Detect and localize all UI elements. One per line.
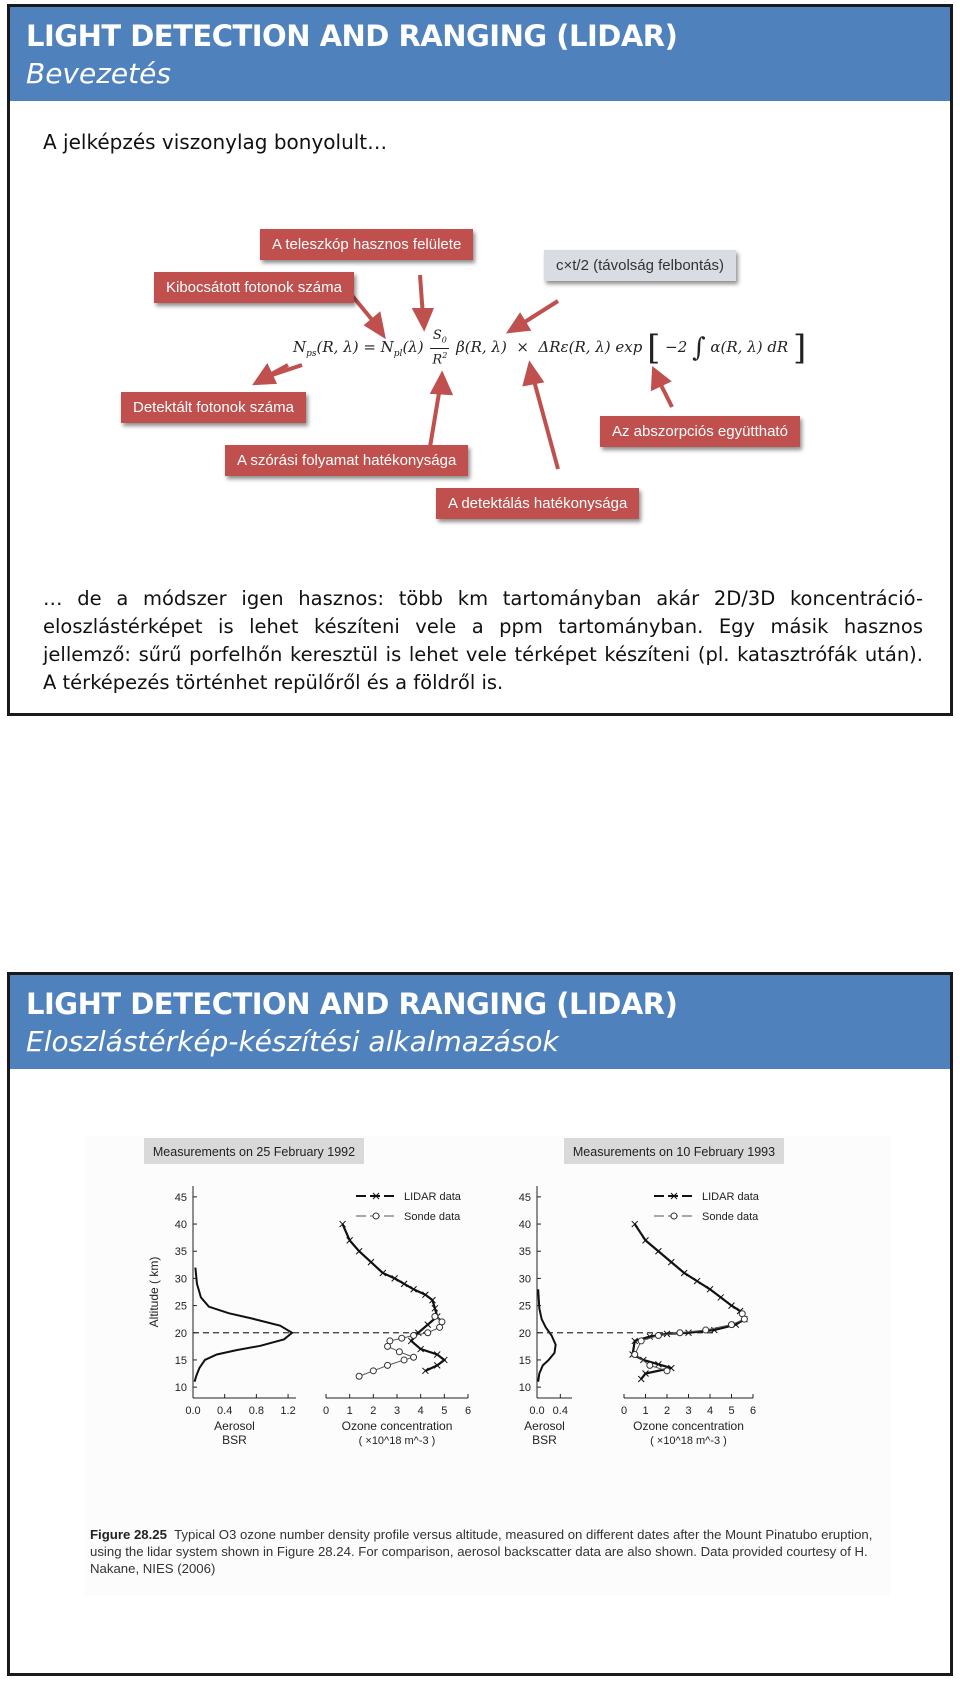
legend-sonde-label: Sonde data <box>702 1211 759 1223</box>
label-range-resolution: c×t/2 (távolság felbontás) <box>544 250 736 281</box>
lidar-point <box>729 1303 735 1309</box>
y-tick-label: 45 <box>518 1191 531 1204</box>
y-tick-label: 25 <box>174 1300 187 1313</box>
y-tick-label: 10 <box>174 1382 187 1395</box>
sonde-point <box>385 1343 391 1349</box>
ozone-x-unit: ( ×10^18 m^-3 ) <box>358 1435 436 1447</box>
lidar-point <box>643 1237 649 1243</box>
sonde-point <box>396 1349 402 1355</box>
sonde-point <box>425 1330 431 1336</box>
ozone-x-tick-label: 0 <box>620 1405 628 1417</box>
sonde-point <box>638 1338 644 1344</box>
sonde-point <box>741 1316 747 1322</box>
aerosol-x-tick-label: 0.4 <box>552 1405 568 1417</box>
y-tick-label: 35 <box>174 1246 187 1259</box>
y-tick-label: 15 <box>174 1354 187 1367</box>
lidar-point <box>441 1357 447 1363</box>
sonde-point <box>399 1335 405 1341</box>
sonde-point <box>401 1357 407 1363</box>
lidar-data-line <box>633 1224 745 1379</box>
sonde-point <box>411 1332 417 1338</box>
sonde-point <box>677 1330 683 1336</box>
sonde-data-line <box>359 1316 442 1376</box>
lidar-point <box>368 1259 374 1265</box>
ozone-x-tick-label: 5 <box>728 1405 735 1417</box>
slide-lidar-intro <box>7 4 953 716</box>
aerosol-x-label: Aerosol <box>524 1419 565 1433</box>
label-detection-efficiency: A detektálás hatékonysága <box>436 488 639 519</box>
intro-text: A jelképzés viszonylag bonyolult… <box>43 130 388 154</box>
aerosol-x-tick-label: 1.2 <box>280 1405 296 1417</box>
lidar-point <box>655 1248 661 1254</box>
ozone-profile-figure <box>84 1136 890 1526</box>
legend-sonde-marker <box>671 1213 677 1219</box>
arrow-detection <box>533 377 558 469</box>
ozone-x-tick-label: 6 <box>464 1405 472 1417</box>
sonde-point <box>437 1324 443 1330</box>
caption-label: Figure 28.25 <box>90 1527 167 1542</box>
chart-title: Measurements on 10 February 1993 <box>572 1145 776 1159</box>
aerosol-x-tick-label: 0.0 <box>529 1405 545 1417</box>
legend-sonde-label: Sonde data <box>404 1211 461 1223</box>
y-tick-label: 15 <box>518 1354 531 1367</box>
sonde-point <box>632 1352 638 1358</box>
aerosol-x-tick-label: 0.0 <box>185 1405 201 1417</box>
ozone-x-tick-label: 1 <box>642 1405 649 1417</box>
lidar-equation: $N_{ps}(R$, $\lambda) = N_{pl}(\lambda)$ $S_0$ $R^2$ β(R, λ) × ΔRε(R, λ) exp [ −2 ∫ α(R, λ) dR ] <box>293 328 807 368</box>
label-emitted-photons: Kibocsátott fotonok száma <box>154 272 354 303</box>
slide-subtitle: Eloszlástérkép-készítési alkalmazások <box>26 1025 559 1058</box>
y-tick-label: 40 <box>174 1219 187 1232</box>
legend-sonde-marker <box>373 1213 379 1219</box>
ozone-x-tick-label: 3 <box>685 1405 692 1417</box>
sonde-point <box>432 1313 438 1319</box>
slide-lidar-applications <box>7 972 953 1676</box>
legend-lidar-label: LIDAR data <box>702 1191 759 1203</box>
lidar-point <box>356 1248 362 1254</box>
label-scattering-efficiency: A szórási folyamat hatékonysága <box>225 445 468 476</box>
slide-subtitle: Bevezetés <box>26 57 171 90</box>
body-paragraph: … de a módszer igen hasznos: több km tartományban akár 2D/3D koncentráció-eloszlástérképet is lehet készíteni vele a ppm tartományban. Egy másik hasznos jellemző: sűrű porfelhőn keresztül is lehet vele térképet készíteni (pl. katasztrófák után). A térképezés történhet repülőről és a földről is. <box>43 587 923 694</box>
y-tick-label: 20 <box>518 1327 531 1340</box>
y-tick-label: 20 <box>174 1327 187 1340</box>
arrow-scattering <box>430 387 440 447</box>
legend-lidar-label: LIDAR data <box>404 1191 461 1203</box>
aerosol-x-tick-label: 0.4 <box>217 1405 233 1417</box>
sonde-point <box>664 1368 670 1374</box>
y-tick-label: 25 <box>518 1300 531 1313</box>
lidar-point <box>632 1221 638 1227</box>
ozone-x-unit: ( ×10^18 m^-3 ) <box>650 1435 727 1447</box>
ozone-x-tick-label: 6 <box>749 1405 757 1417</box>
chart-title: Measurements on 25 February 1992 <box>152 1145 356 1159</box>
aerosol-curve <box>195 1268 292 1382</box>
ozone-x-tick-label: 5 <box>441 1405 448 1417</box>
y-tick-label: 10 <box>518 1382 531 1395</box>
lidar-point <box>425 1322 431 1328</box>
slide-title: LIGHT DETECTION AND RANGING (LIDAR) <box>26 19 678 53</box>
ozone-x-label: Ozone concentration <box>633 1419 744 1433</box>
sonde-point <box>370 1368 376 1374</box>
label-telescope: A teleszkóp hasznos felülete <box>260 229 473 260</box>
y-axis-label: Altitude ( km) <box>147 1256 161 1328</box>
ozone-x-tick-label: 3 <box>393 1405 401 1417</box>
y-tick-label: 35 <box>518 1246 531 1259</box>
slide-header <box>10 975 950 1069</box>
ozone-x-tick-label: 2 <box>663 1405 671 1417</box>
lidar-point <box>694 1278 700 1284</box>
lidar-point <box>668 1259 674 1265</box>
lidar-point <box>638 1376 644 1382</box>
ozone-x-label: Ozone concentration <box>341 1419 453 1433</box>
arrow-resolution <box>520 301 558 325</box>
lidar-point <box>707 1286 713 1292</box>
sonde-point <box>647 1362 653 1368</box>
y-tick-label: 40 <box>518 1219 531 1232</box>
lidar-point <box>681 1270 687 1276</box>
sonde-point <box>411 1354 417 1360</box>
y-tick-label: 30 <box>518 1273 531 1286</box>
aerosol-x-label: Aerosol <box>214 1419 255 1433</box>
sonde-point <box>729 1322 735 1328</box>
y-tick-label: 30 <box>174 1273 187 1286</box>
ozone-x-tick-label: 4 <box>417 1405 424 1417</box>
sonde-point <box>703 1327 709 1333</box>
aerosol-x-tick-label: 0.8 <box>248 1405 265 1417</box>
lidar-point <box>718 1294 724 1300</box>
ozone-x-tick-label: 0 <box>322 1405 330 1417</box>
sonde-point <box>356 1373 362 1379</box>
ozone-x-tick-label: 4 <box>706 1405 714 1417</box>
aerosol-x-label: BSR <box>222 1433 247 1447</box>
aerosol-curve <box>538 1289 556 1381</box>
sonde-point <box>385 1362 391 1368</box>
sonde-point <box>655 1332 661 1338</box>
y-tick-label: 45 <box>174 1191 187 1204</box>
slide-title: LIGHT DETECTION AND RANGING (LIDAR) <box>26 987 678 1021</box>
aerosol-x-label: BSR <box>532 1433 557 1447</box>
label-detected-photons: Detektált fotonok száma <box>121 392 306 423</box>
ozone-x-tick-label: 1 <box>346 1405 353 1417</box>
figure-caption <box>90 1526 890 1577</box>
ozone-x-tick-label: 2 <box>370 1405 377 1417</box>
label-absorption-coefficient: Az abszorpciós együttható <box>600 416 800 447</box>
caption-text: Typical O3 ozone number density profile versus altitude, measured on different dates after the Mount Pinatubo eruption, using the lidar system shown in Figure 28.24. For comparison, aerosol backscatter data are also shown. Data provided courtesy of H. Nakane, NIES (2006) <box>90 1527 873 1576</box>
